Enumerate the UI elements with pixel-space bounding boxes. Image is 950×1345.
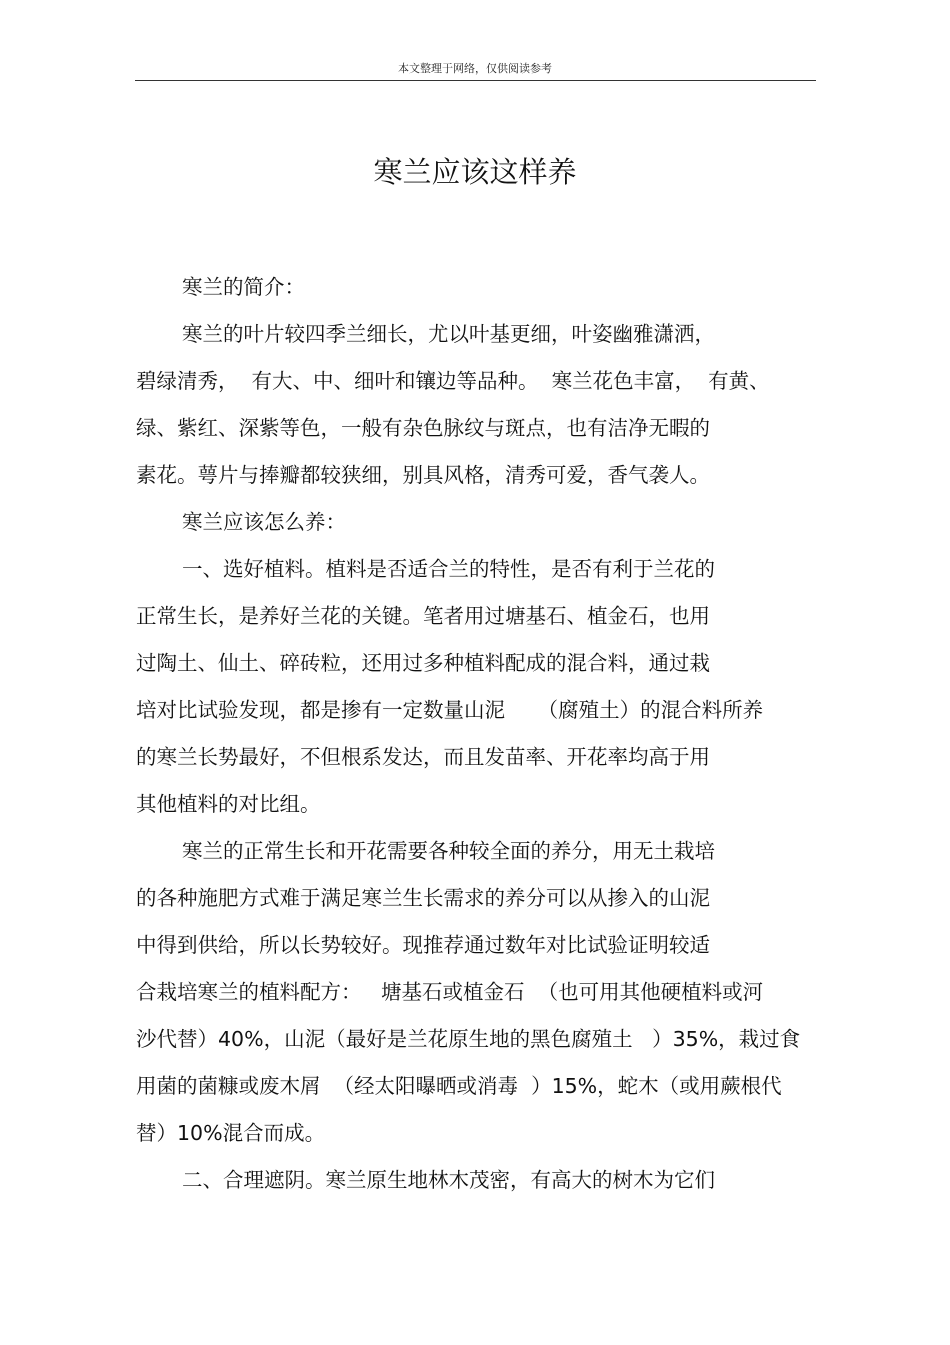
text-line: 二、合理遮阴。寒兰原生地林木茂密，有高大的树木为它们 [182,1168,715,1192]
text-line: 正常生长，是养好兰花的关键。笔者用过塘基石、植金石，也用 [136,604,710,628]
text-line: 替）10%混合而成。 [136,1121,326,1145]
text-line: 中得到供给，所以长势较好。现推荐通过数年对比试验证明较适 [136,933,710,957]
text-line: 碧绿清秀， 有大、中、细叶和镶边等品种。 寒兰花色丰富， 有黄、 [136,369,770,393]
text-line: 合栽培寒兰的植料配方： 塘基石或植金石 （也可用其他硬植料或河 [136,980,764,1004]
header-note: 本文整理于网络，仅供阅读参考 [398,62,552,75]
document-body [136,264,816,1204]
text-line: 一、选好植料。植料是否适合兰的特性，是否有利于兰花的 [182,557,715,581]
text-line: 寒兰的简介： [182,275,305,299]
document-title: 寒兰应该这样养 [373,155,577,189]
header-divider [135,80,816,81]
text-line: 寒兰的正常生长和开花需要各种较全面的养分，用无土栽培 [182,839,715,863]
text-line: 寒兰的叶片较四季兰细长，尤以叶基更细，叶姿幽雅潇洒， [182,322,715,346]
text-line: 素花。萼片与捧瓣都较狭细，别具风格，清秀可爱，香气袭人。 [136,463,710,487]
text-line: 的各种施肥方式难于满足寒兰生长需求的养分可以从掺入的山泥 [136,886,710,910]
text-line: 绿、紫红、深紫等色，一般有杂色脉纹与斑点，也有洁净无暇的 [136,416,710,440]
text-line: 寒兰应该怎么养： [182,510,346,534]
text-line: 过陶土、仙土、碎砖粒，还用过多种植料配成的混合料，通过栽 [136,651,710,675]
text-line: 的寒兰长势最好，不但根系发达，而且发苗率、开花率均高于用 [136,745,710,769]
text-line: 沙代替）40%，山泥（最好是兰花原生地的黑色腐殖土 ）35%，栽过食 [136,1027,801,1051]
text-line: 其他植料的对比组。 [136,792,321,816]
text-line: 培对比试验发现，都是掺有一定数量山泥 （腐殖土）的混合料所养 [136,698,764,722]
text-line: 用菌的菌糠或废木屑 （经太阳曝晒或消毒 ）15%，蛇木（或用蕨根代 [136,1074,782,1098]
